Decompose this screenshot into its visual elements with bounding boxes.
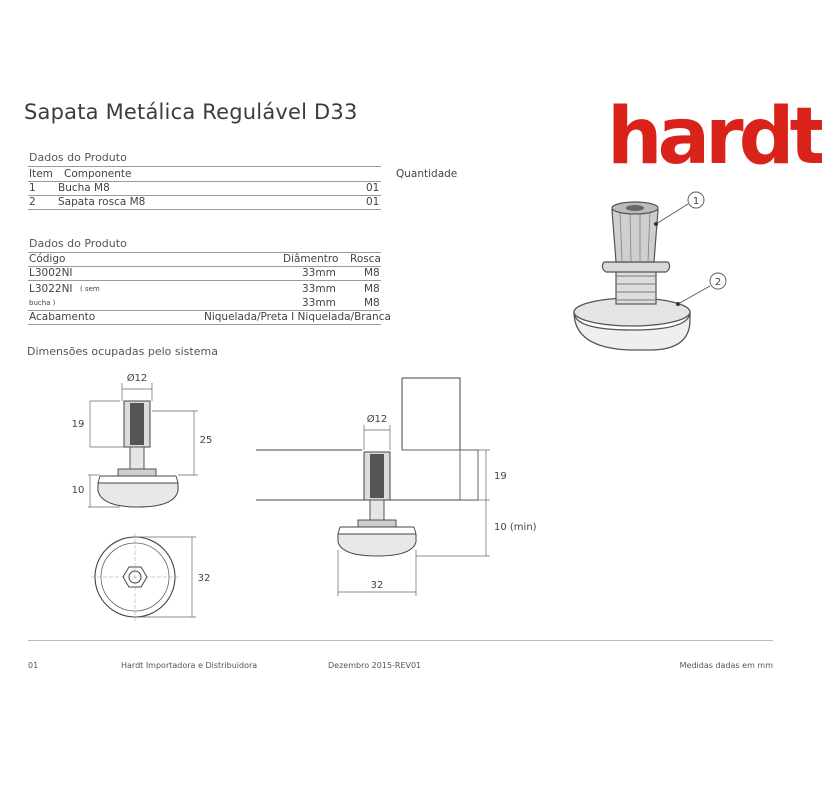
footer-date: Dezembro 2015-REV01	[328, 661, 422, 670]
product-illustration	[560, 180, 780, 360]
product-row-diameter: 33mm	[302, 267, 336, 279]
component-row-item: 2	[29, 196, 36, 208]
product-row-code: L3022NI	[29, 283, 73, 295]
dim-right-32: 32	[370, 580, 384, 591]
hardt-logo: hardt	[607, 92, 822, 182]
finish-value: Niquelada/Preta I Niquelada/Branca	[204, 311, 391, 323]
components-header-item: Item	[29, 168, 53, 180]
component-row-name: Bucha M8	[58, 182, 110, 194]
footer-page: 01	[28, 661, 39, 670]
page-title: Sapata Metálica Regulável D33	[24, 100, 358, 124]
product-row-code: L3002NI	[29, 267, 73, 279]
product-header-thread: Rosca	[350, 253, 381, 265]
footer-company: Hardt Importadora e Distribuidora	[121, 661, 258, 670]
dim-left-25: 25	[199, 435, 213, 446]
product-header-code: Código	[29, 253, 66, 265]
dim-left-10: 10	[71, 485, 85, 496]
left-technical-drawing	[60, 365, 240, 630]
product-section-title: Dados do Produto	[29, 237, 127, 250]
finish-label: Acabamento	[29, 311, 96, 323]
dim-left-32: 32	[197, 573, 211, 584]
components-section-title: Dados do Produto	[29, 151, 127, 164]
components-header-component: Componente	[64, 168, 132, 180]
dim-left-diameter: Ø12	[126, 373, 148, 384]
dim-right-10min: 10 (min)	[494, 522, 537, 533]
footer-units: Medidas dadas em mm	[679, 661, 773, 670]
product-row-thread: M8	[364, 283, 380, 295]
product-row-thread: M8	[364, 267, 380, 279]
component-row-item: 1	[29, 182, 36, 194]
product-row-thread: M8	[364, 297, 380, 309]
component-row-qty: 01	[366, 196, 380, 208]
dimensions-title: Dimensões ocupadas pelo sistema	[27, 345, 218, 358]
dim-left-19: 19	[71, 419, 85, 430]
product-row-diameter: 33mm	[302, 297, 336, 309]
callout-2: 2	[714, 277, 722, 288]
callout-1: 1	[692, 196, 700, 207]
product-header-diameter: Diâmentro	[283, 253, 339, 265]
component-row-name: Sapata rosca M8	[58, 196, 146, 208]
product-row-note: ( sem	[80, 285, 100, 293]
right-technical-drawing	[250, 370, 550, 605]
dim-right-19: 19	[494, 471, 507, 482]
components-header-quantity: Quantidade	[396, 168, 458, 180]
product-row-diameter: 33mm	[302, 283, 336, 295]
dim-right-diameter: Ø12	[366, 414, 388, 425]
product-row-code-cont: bucha )	[29, 299, 56, 307]
component-row-qty: 01	[366, 182, 380, 194]
